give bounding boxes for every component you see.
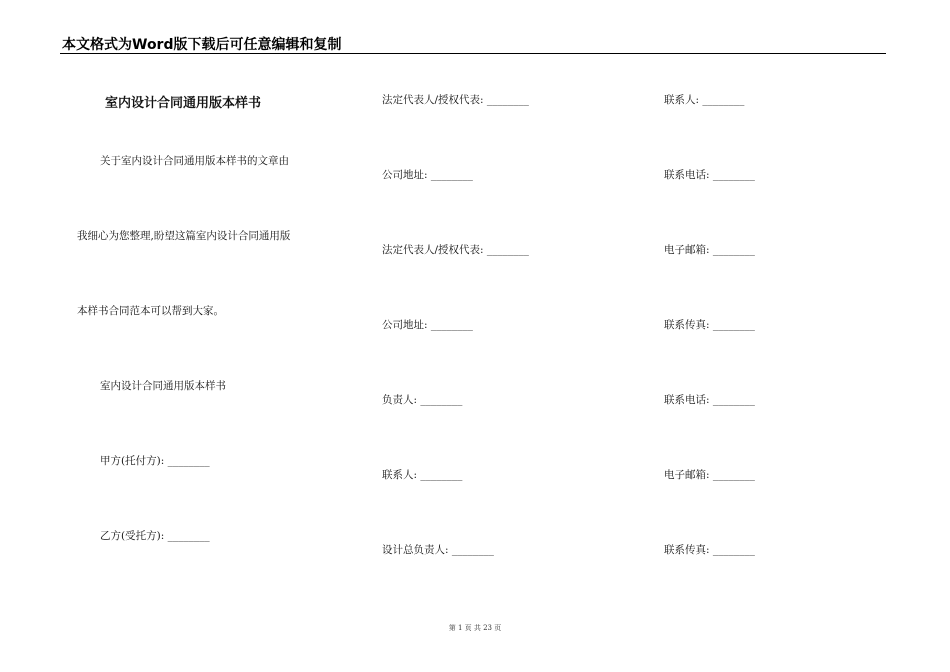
intro-line-1: 关于室内设计合同通用版本样书的文章由 xyxy=(100,155,289,167)
company-address-field-b: 公司地址: ________ xyxy=(382,319,473,331)
document-header: 本文格式为Word版下载后可任意编辑和复制 xyxy=(62,37,342,53)
company-address-field-a: 公司地址: ________ xyxy=(382,169,473,181)
responsible-person-field: 负责人: ________ xyxy=(382,394,463,406)
section-subtitle: 室内设计合同通用版本样书 xyxy=(100,380,226,392)
intro-line-3: 本样书合同范本可以帮到大家。 xyxy=(77,305,224,317)
contact-person-field-b: 联系人: ________ xyxy=(382,469,463,481)
party-b-field: 乙方(受托方): ________ xyxy=(100,530,210,542)
contact-person-field-a: 联系人: ________ xyxy=(664,94,745,106)
phone-field-b: 联系电话: ________ xyxy=(664,394,755,406)
intro-line-2: 我细心为您整理,盼望这篇室内设计合同通用版 xyxy=(77,230,291,242)
party-a-field: 甲方(托付方): ________ xyxy=(100,455,210,467)
document-title: 室内设计合同通用版本样书 xyxy=(105,96,262,111)
page-number: 第 1 页 共 23 页 xyxy=(448,624,502,632)
chief-designer-field: 设计总负责人: ________ xyxy=(382,544,494,556)
email-field-b: 电子邮箱: ________ xyxy=(664,469,755,481)
phone-field-a: 联系电话: ________ xyxy=(664,169,755,181)
email-field-a: 电子邮箱: ________ xyxy=(664,244,755,256)
fax-field-a: 联系传真: ________ xyxy=(664,319,755,331)
fax-field-b: 联系传真: ________ xyxy=(664,544,755,556)
header-divider xyxy=(60,53,886,54)
legal-rep-field-b: 法定代表人/授权代表: ________ xyxy=(382,244,529,256)
legal-rep-field-a: 法定代表人/授权代表: ________ xyxy=(382,94,529,106)
